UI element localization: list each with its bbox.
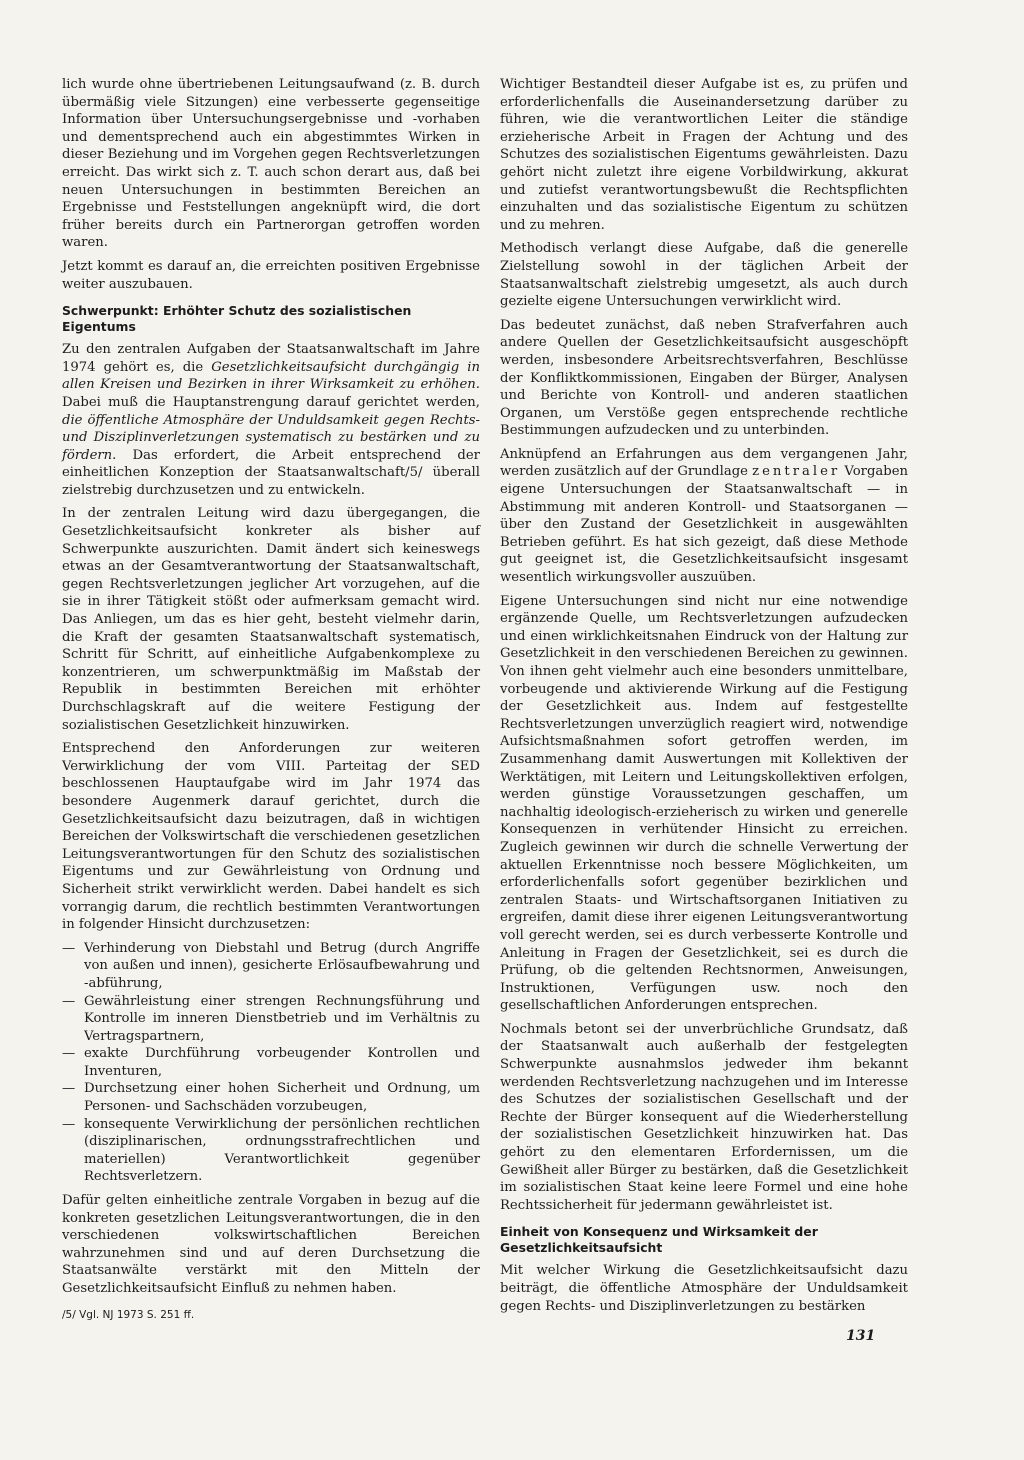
paragraph: Methodisch verlangt diese Aufgabe, daß die generelle Zielstellung sowohl in der täglichen Arbeit der Staatsanwaltschaft zielstrebig umgesetzt, als auch durch gezielte eigene Untersuchungen verwirklicht wird. <box>500 241 908 310</box>
paragraph <box>500 446 908 587</box>
left-column <box>62 76 480 1322</box>
page-number: 131 <box>846 1328 876 1344</box>
paragraph: Eigene Untersuchungen sind nicht nur eine notwendige ergänzende Quelle, um Rechtsverletzungen aufzudecken und einen wirklichkeitsnahen Eindruck von der Haltung zur Gesetzlichkeit in den verschiedenen Bereichen zu gewinnen. Von ihnen geht vielmehr auch eine besonders unmittelbare, vorbeugende und aktivierende Wirkung auf die Festigung der Gesetzlichkeit aus. Indem auf festgestellte Rechtsverletzungen unverzüglich reagiert wird, notwendige Aufsichtsmaßnahmen sofort getroffen werden, im Zusammenhang damit Auswertungen mit Kollektiven der Werktätigen, mit Leitern und Leitungskollektiven erfolgen, werden günstige Voraussetzungen geschaffen, um nachhaltig ideologisch-erzieherisch zu wirken und generelle Konsequenzen in verhütender Hinsicht zu erreichen. Zugleich gewinnen wir durch die schnelle Verwertung der aktuellen Erkenntnisse noch bessere Möglichkeiten, um erforderlichenfalls sofort gegenüber bezirklichen und zentralen Staats- und Wirtschaftsorganen Initiativen zu ergreifen, damit diese ihrer eigenen Leitungsverantwortung voll gerecht werden, sei es durch verbesserte Kontrolle und Anleitung in Fragen der Gesetzlichkeit, sei es durch die Prüfung, ob die geltenden Rechtsnormen, Anweisungen, Instruktionen, Verfügungen usw. noch den gesellschaftlichen Anforderungen entsprechen. <box>500 593 908 1014</box>
emphasis-text: die öffentliche Atmosphäre der Unduldsamkeit gegen Rechts- und Disziplinverletzungen systematisch zu bestärken und zu fördern. <box>62 412 480 463</box>
paragraph: Wichtiger Bestandteil dieser Aufgabe ist es, zu prüfen und erforderlichenfalls die Auseinandersetzung darüber zu führen, wie die verantwortlichen Leiter die ständige erzieherische Arbeit in Fragen der Achtung und des Schutzes des sozialistischen Eigentums gewährleisten. Dazu gehört nicht zuletzt ihre eigene Vorbildwirkung, akkurat und zutiefst verantwortungsbewußt die Rechtspflichten einzuhalten und das sozialistische Eigentum zu schützen und zu mehren. <box>500 77 908 233</box>
paragraph: Dafür gelten einheitliche zentrale Vorgaben in bezug auf die konkreten gesetzlichen Leitungsverantwortungen, die in den verschiedenen volkswirtschaftlichen Bereichen wahrzunehmen sind und auf deren Durchsetzung die Staatsanwälte verstärkt mit den Mitteln der Gesetzlichkeitsaufsicht Einfluß zu nehmen haben. <box>62 1193 480 1296</box>
emphasis-text: Gesetzlichkeitsaufsicht durchgängig in allen Kreisen und Bezirken in ihrer Wirksamkeit zu erhöhen. <box>62 359 480 393</box>
paragraph: Mit welcher Wirkung die Gesetzlichkeitsaufsicht dazu beiträgt, die öffentliche Atmosphäre der Unduldsamkeit gegen Rechts- und Disziplinverletzungen zu bestärken <box>500 1263 908 1314</box>
paragraph: In der zentralen Leitung wird dazu übergegangen, die Gesetzlichkeitsaufsicht konkreter als bisher auf Schwerpunkte auszurichten. Damit ändert sich keineswegs etwas an der Gesamtverantwortung der Staatsanwaltschaft, gegen Rechtsverletzungen jeglicher Art vorzugehen, auf die sie in ihrer Tätigkeit stößt oder aufmerksam gemacht wird. Das Anliegen, um das es hier geht, besteht vielmehr darin, die Kraft der gesamten Staatsanwaltschaft systematisch, Schritt für Schritt, auf einheitliche Aufgabenkomplexe zu konzentrieren, um schwerpunktmäßig im Maßstab der Republik in bestimmten Bereichen mit erhöhter Durchschlagskraft auf die weitere Festigung der sozialistischen Gesetzlichkeit hinzuwirken. <box>62 506 480 733</box>
text-run: Anknüpfend an Erfahrungen aus dem vergangenen Jahr, werden zusätzlich auf der Grundlage <box>500 446 908 480</box>
text-run: Dabei muß die Hauptanstrengung darauf gerichtet werden, <box>62 394 480 410</box>
paragraph: lich wurde ohne übertriebenen Leitungsaufwand (z. B. durch übermäßig viele Sitzungen) eine verbesserte gegenseitige Information über Untersuchungsergebnisse und -vorhaben und dementsprechend auch ein abgestimmtes Wirken in dieser Beziehung und im Vorgehen gegen Rechtsverletzungen erreicht. Das wirkt sich z. T. auch schon derart aus, daß bei neuen Untersuchungen in bestimmten Bereichen an Ergebnisse und Feststellungen angeknüpft wird, die dort früher bereits durch ein Partnerorgan getroffen worden waren. <box>62 77 480 251</box>
paragraph: Das bedeutet zunächst, daß neben Strafverfahren auch andere Quellen der Gesetzlichkeitsaufsicht ausgeschöpft werden, insbesondere Arbeitsrechtsverfahren, Beschlüsse der Konfliktkommissionen, Eingaben der Bürger, Analysen und Berichte von Kontroll- und anderen staatlichen Organen, um Verstöße gegen entsprechende rechtliche Bestimmungen aufzudecken und zu unterbinden. <box>500 317 908 439</box>
text-run: Zu den zentralen Aufgaben der Staatsanwaltschaft im Jahre 1974 gehört es, die <box>62 342 480 375</box>
list-item: — Durchsetzung einer hohen Sicherheit und Ordnung, um Personen- und Sachschäden vorzubeugen, <box>62 1080 480 1115</box>
paragraph: Jetzt kommt es darauf an, die erreichten positiven Ergebnisse weiter auszubauen. <box>62 258 480 292</box>
list-item: — konsequente Verwirklichung der persönlichen rechtlichen (disziplinarischen, ordnungsstrafrechtlichen und materiellen) Verantwortlichkeit gegenüber Rechtsverletzern. <box>62 1116 480 1186</box>
dash-list <box>62 940 480 1186</box>
list-item: — Verhinderung von Diebstahl und Betrug (durch Angriffe von außen und innen), gesicherte Erlösaufbewahrung und -abführung, <box>62 940 480 993</box>
section-heading: Einheit von Konsequenz und Wirksamkeit der Gesetzlichkeitsaufsicht <box>500 1224 818 1256</box>
footnote: /5/ Vgl. NJ 1973 S. 251 ff. <box>62 1308 195 1321</box>
paragraph <box>62 341 480 499</box>
text-run: Vorgaben eigene Untersuchungen der Staatsanwaltschaft — in Abstimmung mit anderen Kontroll- und Staatsorganen — über den Zustand der Gesetzlichkeit in ausgewählten Betrieben geführt. Es hat sich gezeigt, daß diese Methode gut geeignet ist, die Gesetzlichkeitsaufsicht insgesamt wesentlich wirkungsvoller auszuüben. <box>500 464 909 586</box>
paragraph: Entsprechend den Anforderungen zur weiteren Verwirklichung der vom VIII. Parteitag der SED beschlossenen Hauptaufgabe wird im Jahr 1974 das besondere Augenmerk darauf gerichtet, durch die Gesetzlichkeitsaufsicht dazu beizutragen, daß in wichtigen Bereichen der Volkswirtschaft die verschiedenen gesetzlichen Leitungsverantwortungen für den Schutz des sozialistischen Eigentums und zur Gewährleistung von Ordnung und Sicherheit strikt verwirklicht werden. Dabei handelt es sich vorrangig darum, die rechtlich bestimmten Verantwortungen in folgender Hinsicht durchzusetzen: <box>62 741 480 933</box>
section-heading: Schwerpunkt: Erhöhter Schutz des sozialistischen Eigentums <box>62 303 412 335</box>
right-column <box>500 76 908 1321</box>
text-run: Das erfordert, die Arbeit entsprechend der einheitlichen Konzeption der Staatsanwaltschaft/5/ überall zielstrebig durchzusetzen und zu entwickeln. <box>62 447 480 498</box>
list-item: — Gewährleistung einer strengen Rechnungsführung und Kontrolle im inneren Dienstbetrieb und im Verhältnis zu Vertragspartnern, <box>62 993 480 1046</box>
list-item: — exakte Durchführung vorbeugender Kontrollen und Inventuren, <box>62 1045 480 1080</box>
spaced-text: zentraler <box>752 464 841 480</box>
paragraph: Nochmals betont sei der unverbrüchliche Grundsatz, daß der Staatsanwalt auch außerhalb der festgelegten Schwerpunkte ausnahmslos jedweder ihm bekannt werdenden Rechtsverletzung nachzugehen und im Interesse des Schutzes der sozialistischen Gesellschaft und der Rechte der Bürger konsequent auf die Wiederherstellung der sozialistischen Gesetzlichkeit hinzuwirken hat. Das gehört zu den elementaren Erfordernissen, um die Gewißheit aller Bürger zu bestärken, daß die Gesetzlichkeit im sozialistischen Staat keine leere Formel und eine hohe Rechtssicherheit für jedermann gewährleistet ist. <box>500 1021 908 1213</box>
